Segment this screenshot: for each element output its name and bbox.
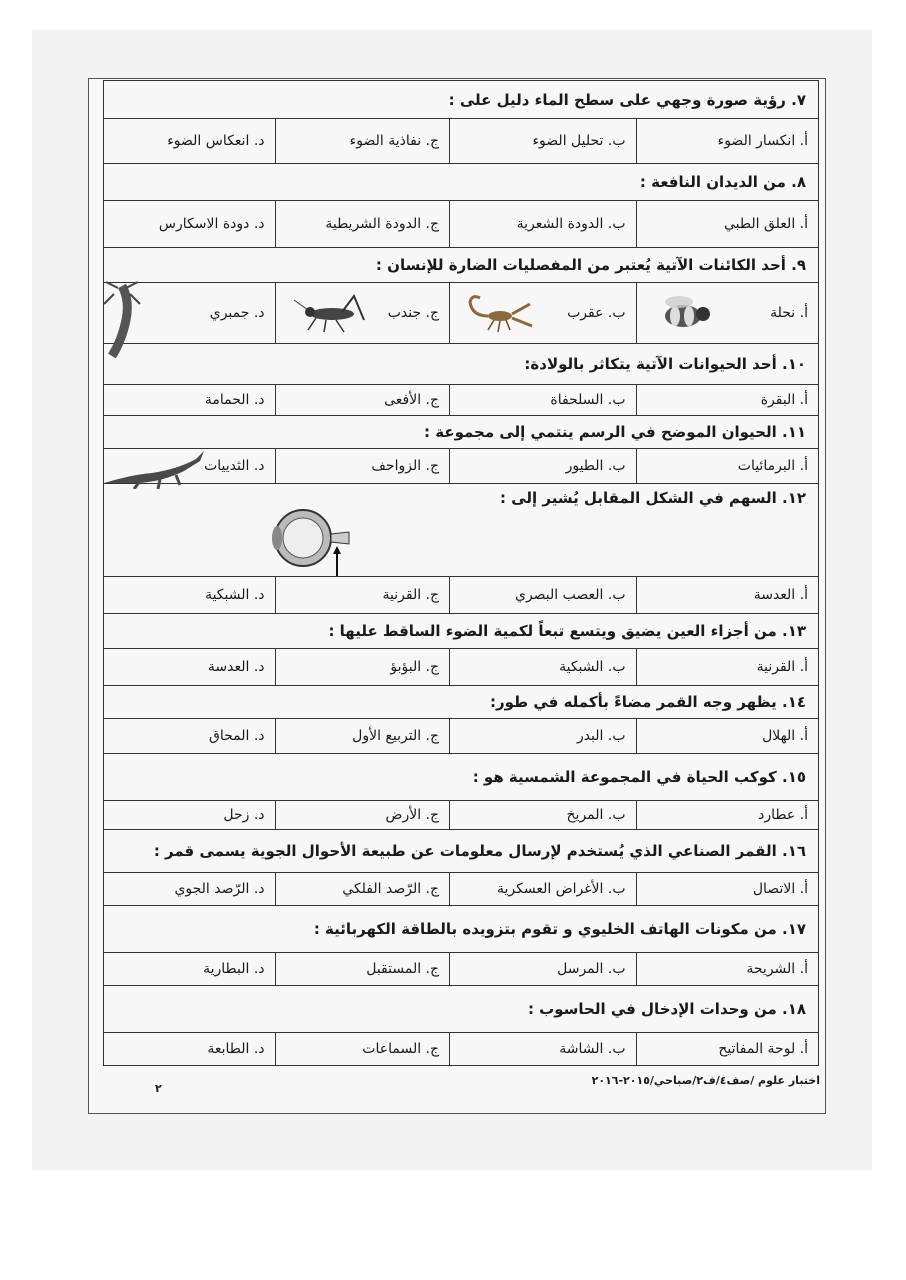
options-row-9: [103, 282, 819, 344]
question-15: ١٥. كوكب الحياة في المجموعة الشمسية هو :: [103, 754, 819, 800]
shrimp-image: [100, 280, 144, 362]
option-c[interactable]: ج. الأفعى: [275, 385, 450, 415]
grasshopper-image: [286, 290, 372, 336]
option-c[interactable]: ج. الدودة الشريطية: [275, 201, 450, 247]
options-row-10: [103, 384, 819, 416]
option-c[interactable]: ج. المستقبل: [275, 953, 450, 985]
option-d[interactable]: د. الشبكية: [205, 587, 265, 603]
option-b[interactable]: ب. العصب البصري: [449, 577, 635, 613]
options-row-14: [103, 718, 819, 754]
question-16: ١٦. القمر الصناعي الذي يُستخدم لإرسال معلومات عن طبيعة الأحوال الجوية يسمى قمر :: [103, 830, 819, 872]
question-9: ٩. أحد الكائنات الآتية يُعتبر من المفصليات الضارة للإنسان :: [103, 248, 819, 282]
option-b[interactable]: ب. تحليل الضوء: [449, 119, 635, 163]
option-a[interactable]: أ. لوحة المفاتيح: [636, 1033, 818, 1065]
option-d[interactable]: د. الطابعة: [207, 1041, 265, 1057]
option-d[interactable]: د. دودة الاسكارس: [158, 216, 265, 232]
option-d[interactable]: د. زحل: [223, 807, 265, 823]
options-row-15: [103, 800, 819, 830]
option-a[interactable]: أ. الهلال: [636, 719, 818, 753]
options-row-17: [103, 952, 819, 986]
option-b[interactable]: ب. المرسل: [449, 953, 635, 985]
page-number: ٢: [155, 1082, 162, 1095]
option-b[interactable]: ب. السلحفاة: [449, 385, 635, 415]
option-b[interactable]: ب. الشاشة: [449, 1033, 635, 1065]
question-11: ١١. الحيوان الموضح في الرسم ينتمي إلى مجموعة :: [103, 416, 819, 448]
question-10: ١٠. أحد الحيوانات الآتية يتكاثر بالولادة:: [103, 344, 819, 384]
question-18: ١٨. من وحدات الإدخال في الحاسوب :: [103, 986, 819, 1032]
option-c[interactable]: ج. الرّصد الفلكي: [275, 873, 450, 905]
eye-figure-row: [103, 512, 819, 576]
option-c[interactable]: ج. الأرض: [275, 801, 450, 829]
option-a[interactable]: أ. انكسار الضوء: [636, 119, 818, 163]
option-b[interactable]: ب. عقرب: [449, 283, 635, 343]
question-13: ١٣. من أجزاء العين يضيق ويتسع تبعاً لكمية الضوء الساقط عليها :: [103, 614, 819, 648]
option-c[interactable]: ج. الزواحف: [275, 449, 450, 483]
bee-image: [647, 292, 717, 334]
option-a[interactable]: أ. الاتصال: [636, 873, 818, 905]
option-a[interactable]: أ. الشريحة: [636, 953, 818, 985]
option-d[interactable]: د. الرّصد الجوي: [174, 881, 265, 897]
exam-questions: [103, 80, 819, 1066]
crocodile-image: [100, 445, 208, 489]
option-d[interactable]: د. انعكاس الضوء: [167, 133, 265, 149]
question-8: ٨. من الديدان النافعة :: [103, 164, 819, 200]
option-c[interactable]: ج. جندب: [275, 283, 450, 343]
option-b[interactable]: ب. الأغراض العسكرية: [449, 873, 635, 905]
option-a[interactable]: أ. العدسة: [636, 577, 818, 613]
option-d[interactable]: د. الثدييات: [204, 458, 265, 474]
option-b[interactable]: ب. الدودة الشعرية: [449, 201, 635, 247]
options-row-12: [103, 576, 819, 614]
option-c[interactable]: ج. السماعات: [275, 1033, 450, 1065]
option-d[interactable]: د. العدسة: [207, 659, 265, 675]
option-c[interactable]: ج. نفاذية الضوء: [275, 119, 450, 163]
eye-diagram-image: [259, 504, 359, 580]
options-row-13: [103, 648, 819, 686]
options-row-8: [103, 200, 819, 248]
option-a[interactable]: أ. البرمائيات: [636, 449, 818, 483]
option-a[interactable]: أ. نحلة: [636, 283, 818, 343]
option-c[interactable]: ج. القرنية: [275, 577, 450, 613]
option-d[interactable]: د. المحاق: [208, 728, 265, 744]
option-a[interactable]: أ. عطارد: [636, 801, 818, 829]
options-row-7: [103, 118, 819, 164]
option-b[interactable]: ب. البدر: [449, 719, 635, 753]
question-7: ٧. رؤية صورة وجهي على سطح الماء دليل على :: [103, 80, 819, 118]
scorpion-image: [460, 290, 540, 336]
options-row-16: [103, 872, 819, 906]
option-b[interactable]: ب. المريخ: [449, 801, 635, 829]
option-a[interactable]: أ. البقرة: [636, 385, 818, 415]
option-c[interactable]: ج. البؤبؤ: [275, 649, 450, 685]
footer-text: اختبار علوم /صف٤/ف٢/صباحي/٢٠١٥-٢٠١٦: [591, 1074, 820, 1087]
options-row-18: [103, 1032, 819, 1066]
question-14: ١٤. يظهر وجه القمر مضاءً بأكمله في طور:: [103, 686, 819, 718]
option-a[interactable]: أ. العلق الطبي: [636, 201, 818, 247]
option-d[interactable]: د. الحمامة: [204, 392, 265, 408]
question-12: ١٢. السهم في الشكل المقابل يُشير إلى :: [103, 484, 819, 512]
option-b[interactable]: ب. الشبكية: [449, 649, 635, 685]
option-d[interactable]: د. جمبري: [209, 305, 265, 321]
option-b[interactable]: ب. الطيور: [449, 449, 635, 483]
option-c[interactable]: ج. التربيع الأول: [275, 719, 450, 753]
option-a[interactable]: أ. القرنية: [636, 649, 818, 685]
options-row-11: [103, 448, 819, 484]
option-d[interactable]: د. البطارية: [203, 961, 265, 977]
question-17: ١٧. من مكونات الهاتف الخليوي و تقوم بتزويده بالطاقة الكهربائية :: [103, 906, 819, 952]
